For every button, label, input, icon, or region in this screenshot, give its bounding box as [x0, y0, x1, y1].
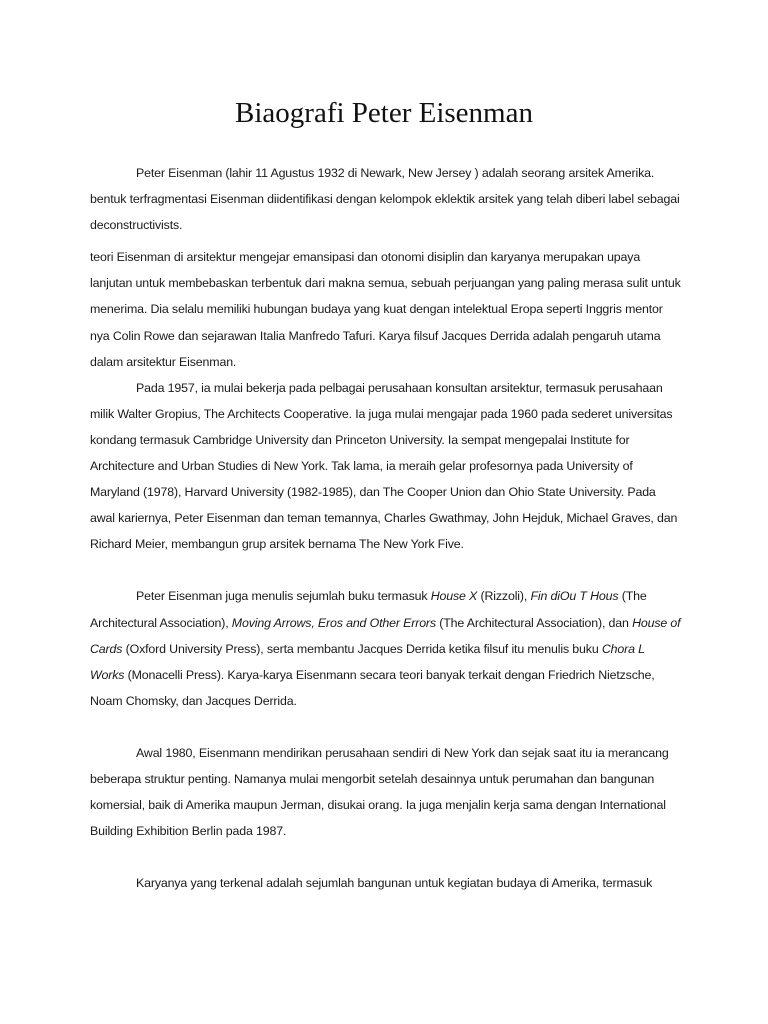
- book-title-house-of-cards: House of Cards: [90, 615, 681, 656]
- paragraph-career: Pada 1957, ia mulai bekerja pada pelbagai perusahaan konsultan arsitektur, termasuk perusahaan milik Walter Gropius, The Architects Cooperative. Ia juga mulai mengajar pada 1960 pada sederet universitas kondang termasuk Cambridge University dan Princeton University. Ia sempat mengepalai Institute for Architecture and Urban Studies di New York. Tak lama, ia meraih gelar profesornya pada University of Maryland (1978), Harvard University (1982-1985), dan The Cooper Union dan Ohio State University. Pada awal kariernya, Peter Eisenman dan teman temannya, Charles Gwathmay, John Hejduk, Michael Graves, dan Richard Meier, membangun grup arsitek bernama The New York Five.: [90, 380, 678, 552]
- books-text-6: (Monacelli Press). Karya-karya Eisenmann secara teori banyak terkait dengan Friedrich Nietzsche, Noam Chomsky, dan Jacques Derrida.: [90, 667, 655, 708]
- books-text-3: (The Architectural Association),: [90, 589, 647, 630]
- document-title: Biaografi Peter Eisenman: [235, 97, 533, 129]
- paragraph-books: [90, 583, 682, 713]
- book-title-chora-l-works: Chora L Works: [90, 641, 645, 682]
- books-text-5: (Oxford University Press), serta membantu Jacques Derrida ketika filsuf itu menulis buku: [122, 641, 602, 656]
- books-text-2: (Rizzoli),: [477, 589, 531, 604]
- book-title-fin-diou: Fin diOu T Hous: [530, 589, 619, 604]
- books-text-1: Peter Eisenman juga menulis sejumlah buku termasuk: [136, 589, 431, 604]
- document-body: [90, 160, 682, 896]
- paragraph-theory: teori Eisenman di arsitektur mengejar emansipasi dan otonomi disiplin dan karyanya merupakan upaya lanjutan untuk membebaskan terbentuk dari makna semua, sebuah perjuangan yang paling merasa sulit untuk menerima. Dia selalu memiliki hubungan budaya yang kuat dengan intelektual Eropa seperti Inggris mentor nya Colin Rowe dan sejarawan Italia Manfredo Tafuri. Karya filsuf Jacques Derrida adalah pengaruh utama dalam arsitektur Eisenman.: [90, 250, 681, 369]
- book-title-moving-arrows: Moving Arrows, Eros and Other Errors: [231, 615, 436, 630]
- book-title-house-x: House X: [430, 589, 478, 604]
- paragraph-works: Karyanya yang terkenal adalah sejumlah bangunan untuk kegiatan budaya di Amerika, termasuk: [136, 876, 653, 891]
- books-text-4: (The Architectural Association), dan: [435, 615, 633, 630]
- paragraph-firm: Awal 1980, Eisenmann mendirikan perusahaan sendiri di New York dan sejak saat itu ia merancang beberapa struktur penting. Namanya mulai mengorbit setelah desainnya untuk perumahan dan bangunan komersial, baik di Amerika maupun Jerman, disukai orang. Ia juga menjalin kerja sama dengan International Building Exhibition Berlin pada 1987.: [90, 745, 669, 839]
- paragraph-intro: Peter Eisenman (lahir 11 Agustus 1932 di Newark, New Jersey ) adalah seorang arsitek Amerika. bentuk terfragmentasi Eisenman diidentifikasi dengan kelompok eklektik arsitek yang telah diberi label sebagai deconstructivists.: [90, 166, 680, 233]
